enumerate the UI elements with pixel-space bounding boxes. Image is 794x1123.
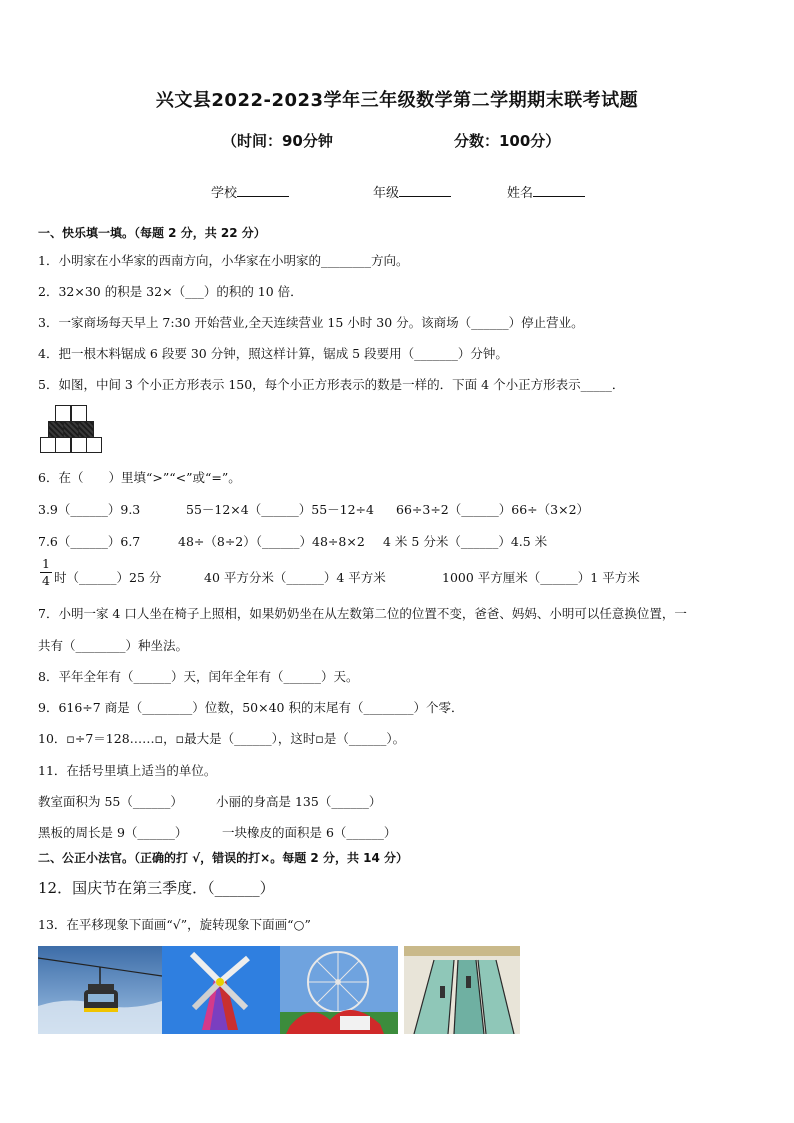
grade-label: 年级 xyxy=(373,186,400,201)
question-13: 13．在平移现象下面画“√”，旋转现象下面画“○” xyxy=(38,917,311,932)
bottom-square xyxy=(86,437,102,453)
question-12: 12．国庆节在第三季度．（______） xyxy=(38,879,275,897)
q6-item: 3.9（______）9.3 xyxy=(38,502,141,517)
windmill-image xyxy=(162,946,280,1034)
school-label: 学校 xyxy=(211,186,238,201)
q6-item: 7.6（______）6.7 xyxy=(38,534,141,549)
bottom-square xyxy=(40,437,56,453)
question-5: 5．如图，中间 3 个小正方形表示 150，每个小正方形表示的数是一样的．下面 4 个小正方形表示_____． xyxy=(38,377,625,392)
fraction-denominator: 4 xyxy=(42,573,50,588)
school-blank[interactable] xyxy=(237,184,289,197)
q6-item: 55－12×4（______）55－12÷4 xyxy=(186,502,374,517)
exam-score: 分数：100分） xyxy=(454,132,561,150)
top-square xyxy=(71,405,87,422)
q11-item: 小丽的身高是 135（______） xyxy=(216,794,382,809)
section2-heading: 二、公正小法官。（正确的打 √，错误的打×。每题 2 分，共 14 分） xyxy=(38,851,408,865)
name-label: 姓名 xyxy=(507,186,534,201)
top-square xyxy=(55,405,71,422)
question-10: 10．▫÷7＝128……▫，▫最大是（______），这时▫是（______）。 xyxy=(38,731,406,746)
cable-car-image xyxy=(38,946,162,1034)
question-9: 9．616÷7 商是（________）位数，50×40 积的末尾有（________）个零． xyxy=(38,700,464,715)
middle-square xyxy=(78,421,94,438)
grade-blank[interactable] xyxy=(399,184,451,197)
ferris-wheel-image xyxy=(280,946,398,1034)
bottom-square xyxy=(55,437,71,453)
exam-time: （时间：90分钟 xyxy=(222,132,333,150)
section1-heading: 一、快乐填一填。（每题 2 分，共 22 分） xyxy=(38,226,266,240)
q11-item: 黑板的周长是 9（______） xyxy=(38,825,188,840)
middle-square xyxy=(63,421,79,438)
question-1: 1．小明家在小华家的西南方向，小华家在小明家的________方向。 xyxy=(38,253,409,268)
question-4: 4．把一根木料锯成 6 段要 30 分钟，照这样计算，锯成 5 段要用（_______）分钟。 xyxy=(38,346,508,361)
q6-item: 1000 平方厘米（______）1 平方米 xyxy=(442,570,640,585)
fraction-numerator: 1 xyxy=(40,556,52,573)
question-8: 8．平年全年有（______）天，闰年全年有（______）天。 xyxy=(38,669,359,684)
question-6: 6．在（ ）里填“>”“<”或“=”。 xyxy=(38,470,241,485)
name-field xyxy=(507,182,585,201)
q6-item: 66÷3÷2（______）66÷（3×2） xyxy=(396,502,590,517)
question-7-cont: 共有（________）种坐法。 xyxy=(38,638,189,653)
page-title: 兴文县2022-2023学年三年级数学第二学期期末联考试题 xyxy=(155,90,639,111)
fraction-one-quarter xyxy=(40,556,52,589)
grade-field xyxy=(373,182,451,201)
q6-item: 4 米 5 分米（______）4.5 米 xyxy=(383,534,548,549)
q6-item: 48÷（8÷2）（______）48÷8×2 xyxy=(178,534,365,549)
question-3: 3．一家商场每天早上 7:30 开始营业,全天连续营业 15 小时 30 分。该商场（______）停止营业。 xyxy=(38,315,584,330)
q6-item: 时（______）25 分 xyxy=(54,570,162,585)
school-field xyxy=(211,182,289,201)
middle-square xyxy=(48,421,64,438)
q6-item: 40 平方分米（______）4 平方米 xyxy=(204,570,386,585)
question-11: 11．在括号里填上适当的单位。 xyxy=(38,763,217,778)
squares-figure xyxy=(40,405,102,453)
bottom-square xyxy=(71,437,87,453)
question-2: 2．32×30 的积是 32×（___）的积的 10 倍． xyxy=(38,284,303,299)
escalator-image xyxy=(404,946,520,1034)
name-blank[interactable] xyxy=(533,184,585,197)
q11-item: 一块橡皮的面积是 6（______） xyxy=(222,825,397,840)
question-7: 7．小明一家 4 口人坐在椅子上照相，如果奶奶坐在从左数第二位的位置不变，爸爸、妈妈、小明可以任意换位置，一 xyxy=(38,606,687,621)
q11-item: 教室面积为 55（______） xyxy=(38,794,183,809)
